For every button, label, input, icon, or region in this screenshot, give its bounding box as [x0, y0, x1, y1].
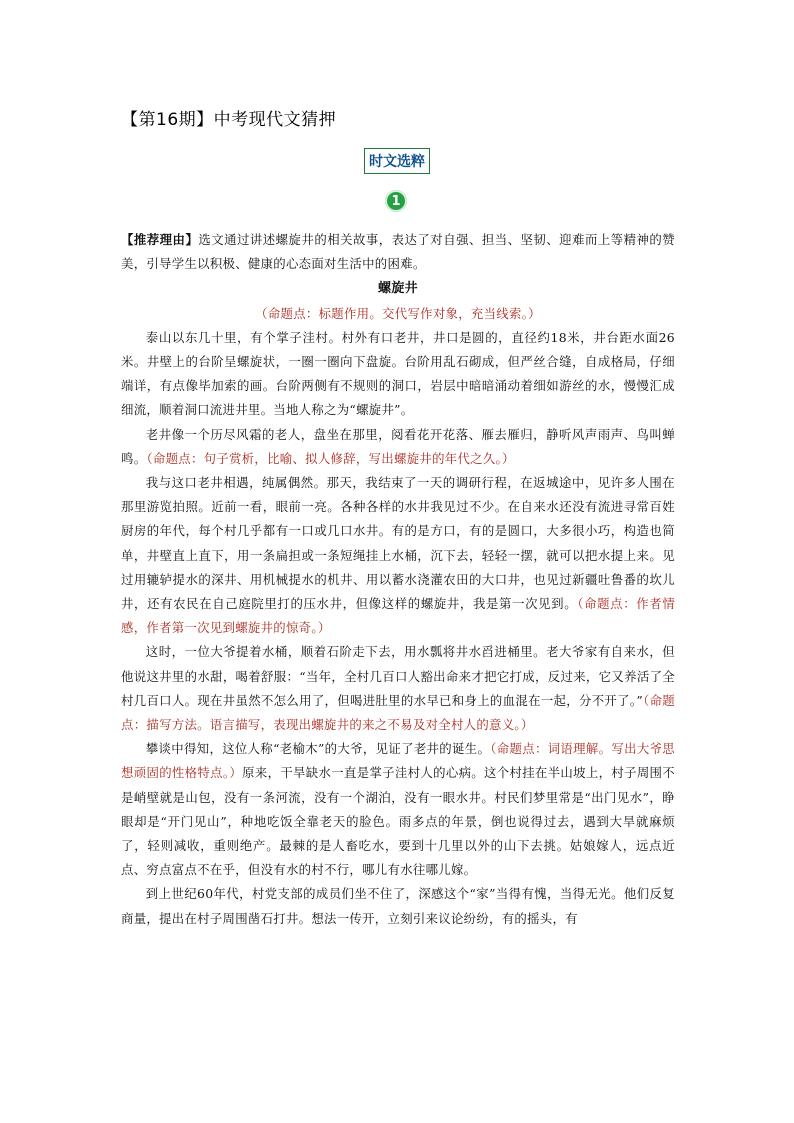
paragraph-4-text: 这时，一位大爷提着水桶，顺着石阶走下去，用水瓢将井水舀进桶里。老大爷家有自来水，但他说这井里的水甜，喝着舒服：“当年，全村几百口人豁出命来才把它打成，反过来，它又养活了全村几百口人。现在井虽然不怎么用了，但喝进肚里的水早已和身上的血混在一起，分不开了。” — [121, 644, 675, 708]
recommend-reason — [121, 228, 675, 276]
paragraph-5-text-a: 攀谈中得知，这位人称“老榆木”的大爷，见证了老井的诞生。 — [145, 741, 491, 757]
paragraph-2-note: （命题点：句子赏析，比喻、拟人修辞，写出螺旋井的年代之久。） — [146, 450, 515, 466]
title-note: （命题点：标题作用。交代写作对象，充当线索。） — [255, 305, 541, 321]
paragraph-4 — [121, 640, 675, 737]
paragraph-2-text: 老井像一个历尽风霜的老人，盘坐在那里，阅看花开花落、雁去雁归，静听风声雨声、鸟叫蝉鸣。 — [121, 426, 675, 466]
article-title: 螺旋井 — [378, 281, 418, 297]
paragraph-4-note: （命题点：描写方法。语言描写，表现出螺旋井的来之不易及对全村人的意义。） — [121, 692, 675, 733]
article-body — [121, 228, 675, 931]
paragraph-6: 到上世纪60年代，村党支部的成员们坐不住了，深感这个“家”当得有愧，当得无光。他们反复商量，提出在村子周围凿石打井。想法一传开，立刻引来议论纷纷，有的摇头，有 — [121, 886, 675, 926]
paragraph-1: 泰山以东几十里，有个掌子洼村。村外有口老井，井口是圆的，直径约18米，井台距水面26米。井壁上的台阶呈螺旋状，一圈一圈向下盘旋。台阶用乱石砌成，但严丝合缝，自成格局，仔细端详，有点像毕加索的画。台阶两侧有不规则的洞口，岩层中暗暗涌动着细如游丝的水，慢慢汇成细流，顺着洞口流进井里。当地人称之为“螺旋井”。 — [121, 329, 675, 418]
paragraph-5-text-b: 原来，干旱缺水一直是掌子洼村人的心病。这个村挂在半山坡上，村子周围不是峭壁就是山包，没有一条河流，没有一个湖泊，没有一眼水井。村民们梦里常是“出门见水”，睁眼却是“开门见山”，种地吃饭全靠老天的脸色。雨多点的年景，倒也说得过去，遇到大旱就麻烦了，轻则减收，重则绝产。最棘的是人畜吃水，要到十几里以外的山下去挑。姑娘嫁人，远点近点、穷点富点不在乎，但没有水的村不行，哪儿有水往哪儿嫁。 — [121, 765, 675, 878]
section-label: 时文选粹 — [364, 148, 430, 174]
paragraph-3 — [121, 471, 675, 640]
paragraph-5-note: （命题点：词语理解。写出大爷思想顽固的性格特点。） — [121, 741, 675, 781]
reason-text: 选文通过讲述螺旋井的相关故事，表达了对自强、担当、坚韧、迎难而上等精神的赞美，引导学生以积极、健康的心态面对生活中的困难。 — [121, 232, 675, 272]
paragraph-3-note: （命题点：作者情感，作者第一次见到螺旋井的惊奇。） — [121, 596, 676, 636]
paragraph-3-text: 我与这口老井相遇，纯属偶然。那天，我结束了一天的调研行程，在返城途中，见许多人围在那里游览拍照。近前一看，眼前一亮。各种各样的水井我见过不少。在自来水还没有流进寻常百姓厨房的年代，每个村几乎都有一口或几口水井。有的是方口，有的是圆口，大多很小巧，构造也简单，井壁直上直下，用一条扁担或一条短绳挂上水桶，沉下去，轻轻一摆，就可以把水提上来。见过用辘轳提水的深井、用机械提水的机井、用以蓄水浇灌农田的大口井，也见过新疆吐鲁番的坎儿井，还有农民在自己庭院里打的压水井，但像这样的螺旋井，我是第一次见到。 — [121, 475, 675, 612]
number-badge: 1 — [385, 190, 407, 212]
paragraph-2 — [121, 423, 675, 471]
paragraph-5 — [121, 737, 675, 882]
reason-label: 【推荐理由】 — [121, 232, 199, 247]
page-title: 【第16期】中考现代文猜押 — [121, 110, 337, 130]
title-note-line — [121, 302, 675, 326]
article-title-line — [121, 276, 675, 301]
